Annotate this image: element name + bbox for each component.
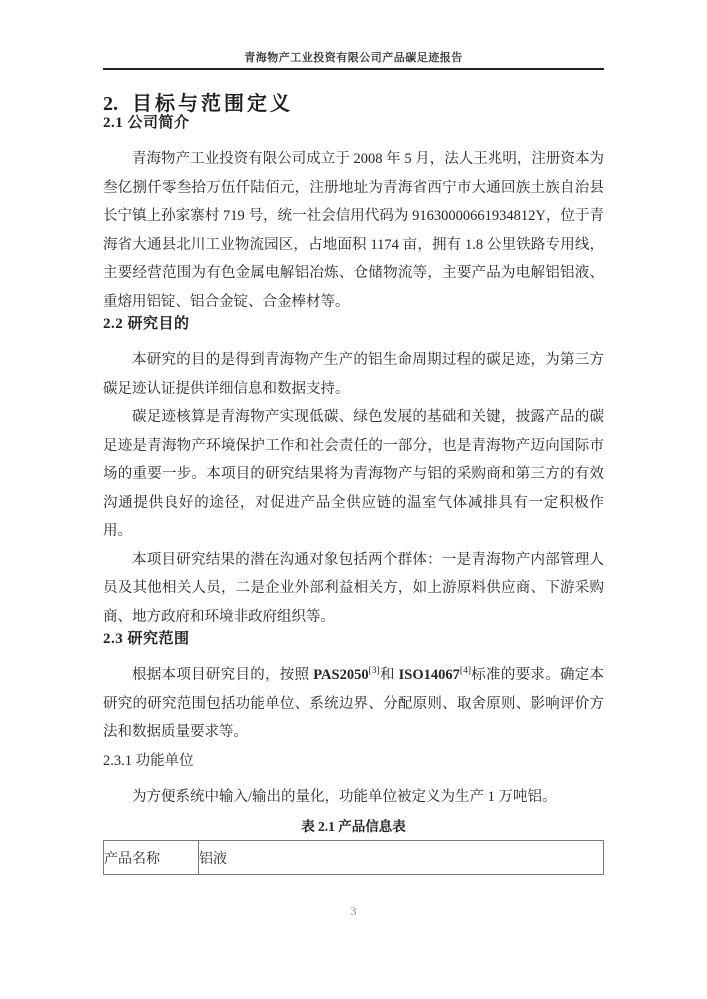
section-heading-research-scope: 2.3 研究范围 [103, 631, 190, 647]
header-title: 青海物产工业投资有限公司产品碳足迹报告 [244, 52, 463, 64]
chapter-title [103, 93, 604, 115]
scope-text-1: 根据本项目研究目的，按照 [132, 667, 314, 683]
standard-iso14067: ISO14067 [398, 667, 460, 683]
citation-ref-4: [4] [459, 666, 471, 676]
paragraph-purpose-3: 本项目研究结果的潜在沟通对象包括两个群体：一是青海物产内部管理人员及其他相关人员，二是企业外部利益相关方，如上游原料供应商、下游采购商、地方政府和环境非政府组织等。 [103, 551, 604, 625]
page-number: 3 [350, 904, 357, 918]
paragraph-company-profile: 青海物产工业投资有限公司成立于 2008 年 5 月，法人王兆明，注册资本为叁亿捌仟零叁拾万伍仟陆佰元，注册地址为青海省西宁市大通回族土族自治县长宁镇上孙家寨村 719 号，统一社会信用代码为 91630000661934812Y，位于青海省大通县北川工业物流园区，占地面积 1174 亩，拥有 1.8 公里铁路专用线，主要经营范围为有色金属电解铝冶炼、仓储物流等，主要产品为电解铝铝液、重熔用铝锭、铝合金锭、合金棒材等。 [103, 151, 604, 310]
product-info-table [103, 840, 604, 875]
subsection-heading-functional-unit: 2.3.1 功能单位 [103, 752, 194, 769]
table-caption: 表 2.1 产品信息表 [301, 819, 406, 834]
product-name-label-cell: 产品名称 [104, 841, 199, 875]
standard-pas2050: PAS2050 [313, 667, 369, 683]
table-row [104, 841, 604, 875]
paragraph-purpose-2: 碳足迹核算是青海物产实现低碳、绿色发展的基础和关键，披露产品的碳足迹是青海物产环境保护工作和社会责任的一部分，也是青海物产迈向国际市场的重要一步。本项目的研究结果将为青海物产与铝的采购商和第三方的有效沟通提供良好的途径，对促进产品全供应链的温室气体减排具有一定积极作用。 [103, 409, 604, 539]
section-heading-research-purpose: 2.2 研究目的 [103, 316, 190, 332]
paragraph-functional-unit: 为方便系统中输入/输出的量化，功能单位被定义为生产 1 万吨铝。 [132, 788, 557, 805]
page-header [103, 0, 604, 70]
product-name-value-cell: 铝液 [199, 841, 604, 875]
paragraph-purpose-1: 本研究的目的是得到青海物产生产的铝生命周期过程的碳足迹，为第三方碳足迹认证提供详细信息和数据支持。 [103, 352, 604, 397]
scope-text-2: 和 [379, 667, 399, 683]
paragraph-scope [103, 661, 604, 747]
section-heading-company-profile: 2.1 公司简介 [103, 115, 190, 131]
scope-text-3: 标准的要求。确定本研究的研究范围包括功能单位、系统边界、分配原则、取舍原则、影响评价方法和数据质量要求等。 [103, 667, 605, 740]
chapter-title-text: 目标与范围定义 [132, 93, 293, 115]
page-content [103, 67, 604, 875]
citation-ref-3: [3] [368, 666, 380, 676]
chapter-number: 2. [103, 93, 118, 115]
